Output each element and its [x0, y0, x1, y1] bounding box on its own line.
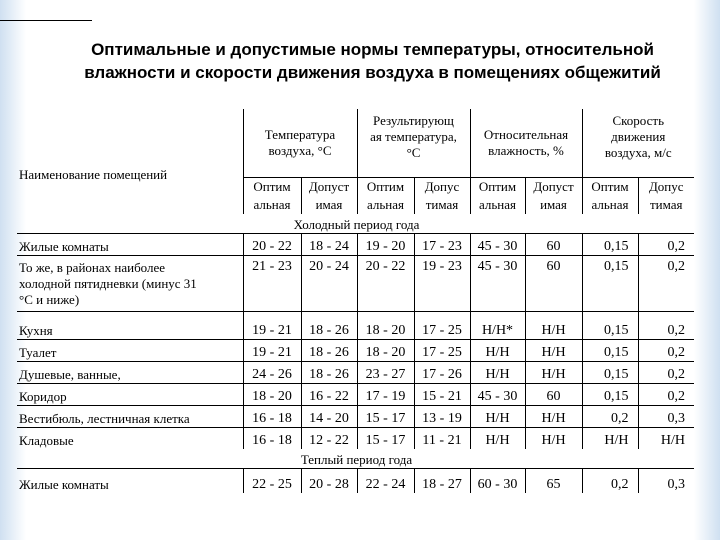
- room-name-line: холодной пятидневки (минус 31: [19, 275, 197, 291]
- value-cell: 0,2: [638, 233, 694, 255]
- subheader-text: имая: [315, 196, 343, 212]
- room-name: [17, 311, 243, 339]
- value-cell: 22 - 25: [243, 469, 301, 493]
- room-name-line: Кухня: [19, 322, 53, 338]
- value-cell: Н/Н: [470, 339, 525, 361]
- value-cell: 0,15: [582, 311, 638, 339]
- value-cell: Н/Н: [525, 427, 582, 449]
- room-name-line: То же, в районах наиболее: [19, 259, 166, 275]
- subheader-text: Оптим: [253, 178, 291, 194]
- room-name-line: Кладовые: [19, 433, 74, 448]
- value-cell: 18 - 20: [357, 339, 414, 361]
- value-cell: 60: [525, 255, 582, 311]
- table-row: [17, 383, 694, 405]
- subheader-text: Оптим: [591, 178, 629, 194]
- value-cell: 45 - 30: [470, 233, 525, 255]
- room-name-line: Коридор: [19, 388, 67, 404]
- room-name-line: Вестибюль, лестничная клетка: [19, 410, 190, 426]
- value-cell: 18 - 24: [301, 233, 357, 255]
- header-humidity-line: Относительная: [483, 126, 569, 142]
- value-cell: 12 - 22: [301, 427, 357, 449]
- room-name: [17, 427, 243, 449]
- title-line-1: Оптимальные и допустимые нормы температуры, относительной: [91, 40, 654, 59]
- value-cell: 20 - 28: [301, 469, 357, 493]
- subheader-text: Допуст: [308, 178, 350, 194]
- value-cell: 19 - 21: [243, 339, 301, 361]
- subheader-text: Допус: [424, 178, 460, 194]
- subheader-text: Допуст: [533, 178, 574, 194]
- table-row: [17, 311, 694, 339]
- room-name-line: Душевые, ванные,: [19, 366, 121, 382]
- value-cell: Н/Н*: [470, 311, 525, 339]
- period-spacer: [17, 449, 243, 469]
- value-cell: 0,3: [638, 405, 694, 427]
- period-row-warm: [17, 449, 694, 469]
- value-cell: 16 - 18: [243, 405, 301, 427]
- value-cell: 17 - 25: [414, 339, 470, 361]
- header-speed-line: Скорость: [612, 113, 665, 128]
- value-cell: 65: [525, 469, 582, 493]
- period-label: Теплый период года: [300, 452, 413, 467]
- header-room: [17, 109, 243, 214]
- value-cell: Н/Н: [638, 427, 694, 449]
- header-temp-line: воздуха, °С: [268, 142, 332, 158]
- value-cell: Н/Н: [525, 361, 582, 383]
- subheader-cell: [414, 177, 470, 214]
- norms-table: [17, 109, 694, 493]
- value-cell: 0,15: [582, 361, 638, 383]
- value-cell: 0,2: [638, 339, 694, 361]
- period-row-cold: [17, 214, 694, 234]
- value-cell: 14 - 20: [301, 405, 357, 427]
- header-result-line: Результирующ: [373, 113, 454, 128]
- value-cell: 18 - 20: [357, 311, 414, 339]
- subheader-text: тимая: [649, 196, 683, 212]
- value-cell: 18 - 26: [301, 339, 357, 361]
- page-title: [40, 38, 705, 84]
- value-cell: 0,2: [638, 383, 694, 405]
- subheader-text: Оптим: [478, 178, 517, 194]
- value-cell: 22 - 24: [357, 469, 414, 493]
- value-cell: 13 - 19: [414, 405, 470, 427]
- table-row: [17, 233, 694, 255]
- value-cell: 0,15: [582, 383, 638, 405]
- value-cell: 19 - 21: [243, 311, 301, 339]
- value-cell: 0,15: [582, 233, 638, 255]
- value-cell: 17 - 26: [414, 361, 470, 383]
- value-cell: 0,2: [638, 311, 694, 339]
- value-cell: 0,15: [582, 339, 638, 361]
- value-cell: 23 - 27: [357, 361, 414, 383]
- value-cell: 0,2: [638, 255, 694, 311]
- subheader-text: имая: [540, 196, 567, 212]
- period-spacer: [470, 214, 694, 234]
- subheader-cell: [525, 177, 582, 214]
- value-cell: 21 - 23: [243, 255, 301, 311]
- value-cell: Н/Н: [525, 311, 582, 339]
- value-cell: 16 - 22: [301, 383, 357, 405]
- table-row: [17, 427, 694, 449]
- period-spacer: [470, 449, 694, 469]
- value-cell: 0,3: [638, 469, 694, 493]
- header-row: [17, 109, 694, 177]
- header-result-line: ая температура,: [370, 129, 457, 144]
- header-temp-line: Температура: [264, 126, 336, 142]
- subheader-cell: [470, 177, 525, 214]
- period-label: Холодный период года: [293, 216, 420, 232]
- header-speed-line: движения: [611, 129, 666, 144]
- title-line-2: влажности и скорости движения воздуха в помещениях общежитий: [84, 63, 661, 82]
- value-cell: 0,2: [638, 361, 694, 383]
- table-row: [17, 255, 694, 311]
- value-cell: Н/Н: [470, 405, 525, 427]
- value-cell: 20 - 22: [357, 255, 414, 311]
- subheader-text: альная: [591, 196, 629, 212]
- value-cell: 45 - 30: [470, 255, 525, 311]
- subheader-cell: [357, 177, 414, 214]
- room-name-line: °С и ниже): [19, 291, 80, 307]
- subheader-text: Допус: [648, 178, 684, 194]
- room-name: [17, 383, 243, 405]
- header-speed-line: воздуха, м/с: [604, 145, 672, 160]
- value-cell: 17 - 23: [414, 233, 470, 255]
- subheader-cell: [301, 177, 357, 214]
- value-cell: 15 - 17: [357, 427, 414, 449]
- subheader-text: альная: [478, 196, 516, 212]
- value-cell: Н/Н: [582, 427, 638, 449]
- value-cell: 18 - 26: [301, 311, 357, 339]
- table-row: [17, 361, 694, 383]
- room-name-line: Туалет: [19, 344, 57, 360]
- subheader-text: альная: [366, 196, 404, 212]
- header-humidity: [470, 109, 582, 177]
- value-cell: Н/Н: [470, 361, 525, 383]
- table-body: [17, 109, 694, 493]
- room-name: [17, 339, 243, 361]
- subheader-cell: [243, 177, 301, 214]
- value-cell: 20 - 24: [301, 255, 357, 311]
- value-cell: 17 - 25: [414, 311, 470, 339]
- table-row: [17, 405, 694, 427]
- room-name-line: Жилые комнаты: [19, 238, 109, 254]
- value-cell: 60 - 30: [470, 469, 525, 493]
- value-cell: 15 - 17: [357, 405, 414, 427]
- period-spacer: [17, 214, 243, 234]
- value-cell: 17 - 19: [357, 383, 414, 405]
- table-row: [17, 469, 694, 493]
- room-name: [17, 405, 243, 427]
- value-cell: 19 - 23: [414, 255, 470, 311]
- subheader-cell: [582, 177, 638, 214]
- value-cell: Н/Н: [470, 427, 525, 449]
- value-cell: Н/Н: [525, 405, 582, 427]
- header-result-temp: [357, 109, 470, 177]
- top-rule: [0, 20, 92, 21]
- value-cell: 11 - 21: [414, 427, 470, 449]
- header-humidity-line: влажность, %: [488, 142, 564, 158]
- room-name: [17, 361, 243, 383]
- value-cell: 60: [525, 383, 582, 405]
- subheader-text: тимая: [425, 196, 459, 212]
- value-cell: 16 - 18: [243, 427, 301, 449]
- room-name-line: Жилые комнаты: [19, 476, 109, 492]
- subheader-cell: [638, 177, 694, 214]
- room-name: [17, 255, 243, 311]
- value-cell: 0,2: [582, 405, 638, 427]
- value-cell: 45 - 30: [470, 383, 525, 405]
- table-row: [17, 339, 694, 361]
- value-cell: 18 - 20: [243, 383, 301, 405]
- value-cell: 19 - 20: [357, 233, 414, 255]
- header-room-label: Наименование помещений: [19, 167, 168, 183]
- value-cell: 20 - 22: [243, 233, 301, 255]
- value-cell: 0,15: [582, 255, 638, 311]
- header-temp: [243, 109, 357, 177]
- subheader-text: Оптим: [366, 178, 405, 194]
- subheader-text: альная: [253, 196, 291, 212]
- value-cell: 18 - 26: [301, 361, 357, 383]
- value-cell: 15 - 21: [414, 383, 470, 405]
- header-speed: [582, 109, 694, 177]
- value-cell: 24 - 26: [243, 361, 301, 383]
- room-name: [17, 233, 243, 255]
- value-cell: 0,2: [582, 469, 638, 493]
- value-cell: Н/Н: [525, 339, 582, 361]
- value-cell: 18 - 27: [414, 469, 470, 493]
- header-result-line: °С: [406, 145, 421, 160]
- value-cell: 60: [525, 233, 582, 255]
- room-name: [17, 469, 243, 493]
